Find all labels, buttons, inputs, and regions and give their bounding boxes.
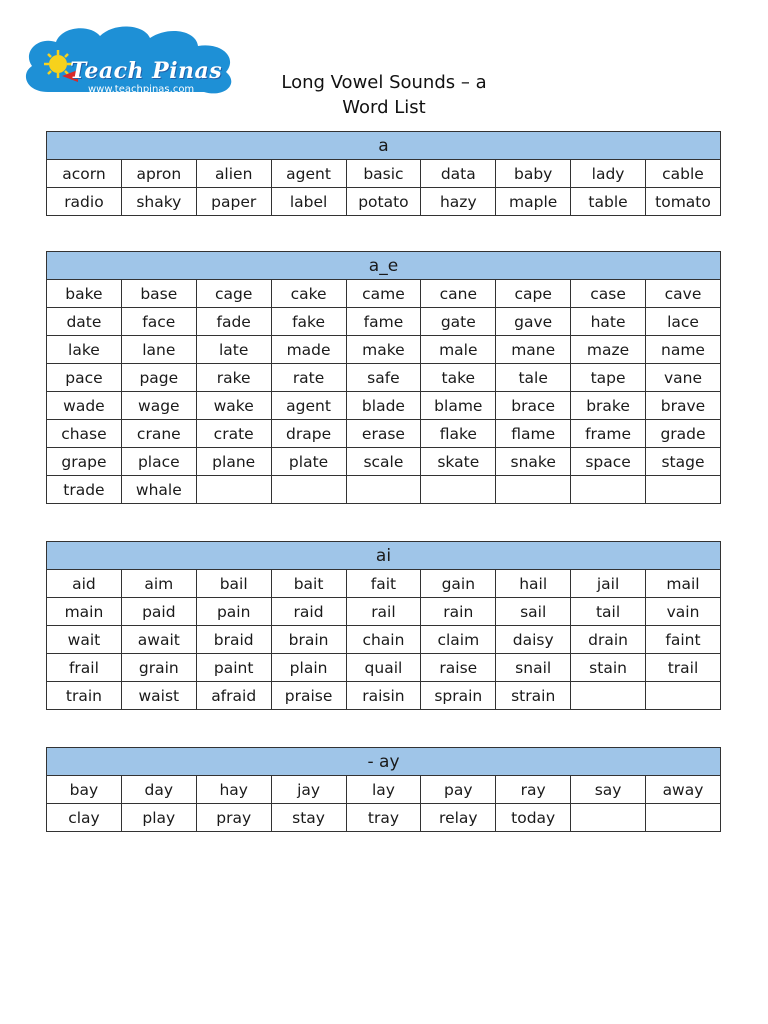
table-row [47,476,721,504]
word-cell [421,476,496,504]
word-cell: strain [496,682,571,710]
word-cell: stay [271,804,346,832]
word-cell: drape [271,420,346,448]
word-cell: main [47,598,122,626]
word-cell: aid [47,570,122,598]
word-cell: space [571,448,646,476]
word-cell: cave [646,280,721,308]
word-cell: snail [496,654,571,682]
word-table-ai [46,541,721,710]
word-cell: skate [421,448,496,476]
word-cell: bait [271,570,346,598]
word-cell: hate [571,308,646,336]
word-cell: bail [196,570,271,598]
word-cell: afraid [196,682,271,710]
word-cell: blade [346,392,421,420]
table-row [47,308,721,336]
word-cell: stage [646,448,721,476]
word-cell: say [571,776,646,804]
word-cell: plain [271,654,346,682]
word-cell: raisin [346,682,421,710]
word-cell: radio [47,188,122,216]
word-cell: agent [271,392,346,420]
word-cell: rain [421,598,496,626]
word-cell: chase [47,420,122,448]
word-cell: jail [571,570,646,598]
word-cell: brace [496,392,571,420]
word-cell: paper [196,188,271,216]
table-row [47,188,721,216]
word-cell: drain [571,626,646,654]
word-cell: tray [346,804,421,832]
word-cell: cable [646,160,721,188]
word-cell: hail [496,570,571,598]
word-cell: date [47,308,122,336]
word-cell: basic [346,160,421,188]
word-cell: wait [47,626,122,654]
word-cell: acorn [47,160,122,188]
word-cell: frame [571,420,646,448]
word-cell: plate [271,448,346,476]
word-cell: rate [271,364,346,392]
word-cell: grade [646,420,721,448]
word-cell: waist [121,682,196,710]
word-cell: wade [47,392,122,420]
word-cell: await [121,626,196,654]
word-cell: take [421,364,496,392]
word-cell: faint [646,626,721,654]
word-cell [496,476,571,504]
word-cell: name [646,336,721,364]
word-cell: bake [47,280,122,308]
word-cell: wake [196,392,271,420]
word-cell: day [121,776,196,804]
word-cell: face [121,308,196,336]
word-cell: quail [346,654,421,682]
table-row [47,160,721,188]
word-cell: chain [346,626,421,654]
word-cell: mane [496,336,571,364]
word-cell: today [496,804,571,832]
word-cell: made [271,336,346,364]
word-cell: safe [346,364,421,392]
word-cell: tomato [646,188,721,216]
section-heading: - ay [47,748,721,776]
word-cell: daisy [496,626,571,654]
word-cell: sprain [421,682,496,710]
table-row [47,626,721,654]
word-cell [346,476,421,504]
word-cell: agent [271,160,346,188]
word-cell: brain [271,626,346,654]
table-row [47,280,721,308]
word-cell: scale [346,448,421,476]
word-cell: cane [421,280,496,308]
word-cell: fame [346,308,421,336]
word-cell: ray [496,776,571,804]
word-cell: gave [496,308,571,336]
word-cell: potato [346,188,421,216]
word-cell: fade [196,308,271,336]
word-cell: grain [121,654,196,682]
table-row [47,570,721,598]
word-cell: jay [271,776,346,804]
table-row [47,364,721,392]
word-table-a-e [46,251,721,504]
word-cell: hay [196,776,271,804]
word-cell: raid [271,598,346,626]
word-cell: play [121,804,196,832]
word-table-a [46,131,721,216]
table-row [47,804,721,832]
word-cell: lace [646,308,721,336]
word-cell [646,682,721,710]
word-cell: wage [121,392,196,420]
word-cell [571,804,646,832]
word-cell: frail [47,654,122,682]
word-cell: data [421,160,496,188]
word-cell: page [121,364,196,392]
word-cell: erase [346,420,421,448]
word-cell: hazy [421,188,496,216]
word-cell: pray [196,804,271,832]
word-cell: tale [496,364,571,392]
word-cell: lady [571,160,646,188]
section-heading: a_e [47,252,721,280]
word-cell: case [571,280,646,308]
logo-brand: Teach Pinas [70,58,223,84]
page-title: Long Vowel Sounds – a [281,72,487,93]
word-cell: blame [421,392,496,420]
word-cell: tape [571,364,646,392]
word-cell: lay [346,776,421,804]
word-cell: brake [571,392,646,420]
word-cell [571,682,646,710]
table-row [47,682,721,710]
word-cell: late [196,336,271,364]
word-cell: trail [646,654,721,682]
word-cell: pace [47,364,122,392]
word-cell: flame [496,420,571,448]
table-row [47,420,721,448]
word-cell: maple [496,188,571,216]
word-cell: braid [196,626,271,654]
word-cell: crane [121,420,196,448]
word-cell: cake [271,280,346,308]
word-cell: brave [646,392,721,420]
word-cell: paint [196,654,271,682]
word-cell: pain [196,598,271,626]
word-cell: paid [121,598,196,626]
word-cell: away [646,776,721,804]
word-cell: shaky [121,188,196,216]
word-cell [646,476,721,504]
logo-url: www.teachpinas.com [88,84,195,95]
word-cell [571,476,646,504]
word-cell: table [571,188,646,216]
word-cell: pay [421,776,496,804]
table-row [47,598,721,626]
word-cell: trade [47,476,122,504]
word-cell: maze [571,336,646,364]
table-row [47,392,721,420]
word-cell: praise [271,682,346,710]
word-cell: cape [496,280,571,308]
word-cell: bay [47,776,122,804]
word-cell: relay [421,804,496,832]
word-cell: crate [196,420,271,448]
table-row [47,654,721,682]
word-cell: came [346,280,421,308]
word-cell: alien [196,160,271,188]
word-cell: aim [121,570,196,598]
word-cell: vane [646,364,721,392]
word-cell: fait [346,570,421,598]
word-cell: place [121,448,196,476]
word-cell: label [271,188,346,216]
word-cell: whale [121,476,196,504]
word-cell: gain [421,570,496,598]
section-heading: ai [47,542,721,570]
word-cell: plane [196,448,271,476]
word-cell: lane [121,336,196,364]
table-row [47,336,721,364]
word-cell: sail [496,598,571,626]
word-cell: apron [121,160,196,188]
word-cell: cage [196,280,271,308]
word-cell [646,804,721,832]
word-cell: gate [421,308,496,336]
table-row [47,448,721,476]
table-row [47,776,721,804]
page-subtitle: Word List [342,97,426,118]
word-cell [196,476,271,504]
word-cell: base [121,280,196,308]
section-heading: a [47,132,721,160]
word-cell: grape [47,448,122,476]
word-cell: lake [47,336,122,364]
word-cell: rail [346,598,421,626]
word-cell: rake [196,364,271,392]
word-cell: male [421,336,496,364]
word-cell: tail [571,598,646,626]
word-cell: claim [421,626,496,654]
word-cell: fake [271,308,346,336]
word-cell: raise [421,654,496,682]
word-cell: snake [496,448,571,476]
word-table-ay [46,747,721,832]
word-cell [271,476,346,504]
word-cell: mail [646,570,721,598]
word-cell: vain [646,598,721,626]
word-cell: train [47,682,122,710]
word-cell: flake [421,420,496,448]
word-cell: baby [496,160,571,188]
word-cell: make [346,336,421,364]
word-cell: clay [47,804,122,832]
sun-icon [49,55,67,73]
word-cell: stain [571,654,646,682]
